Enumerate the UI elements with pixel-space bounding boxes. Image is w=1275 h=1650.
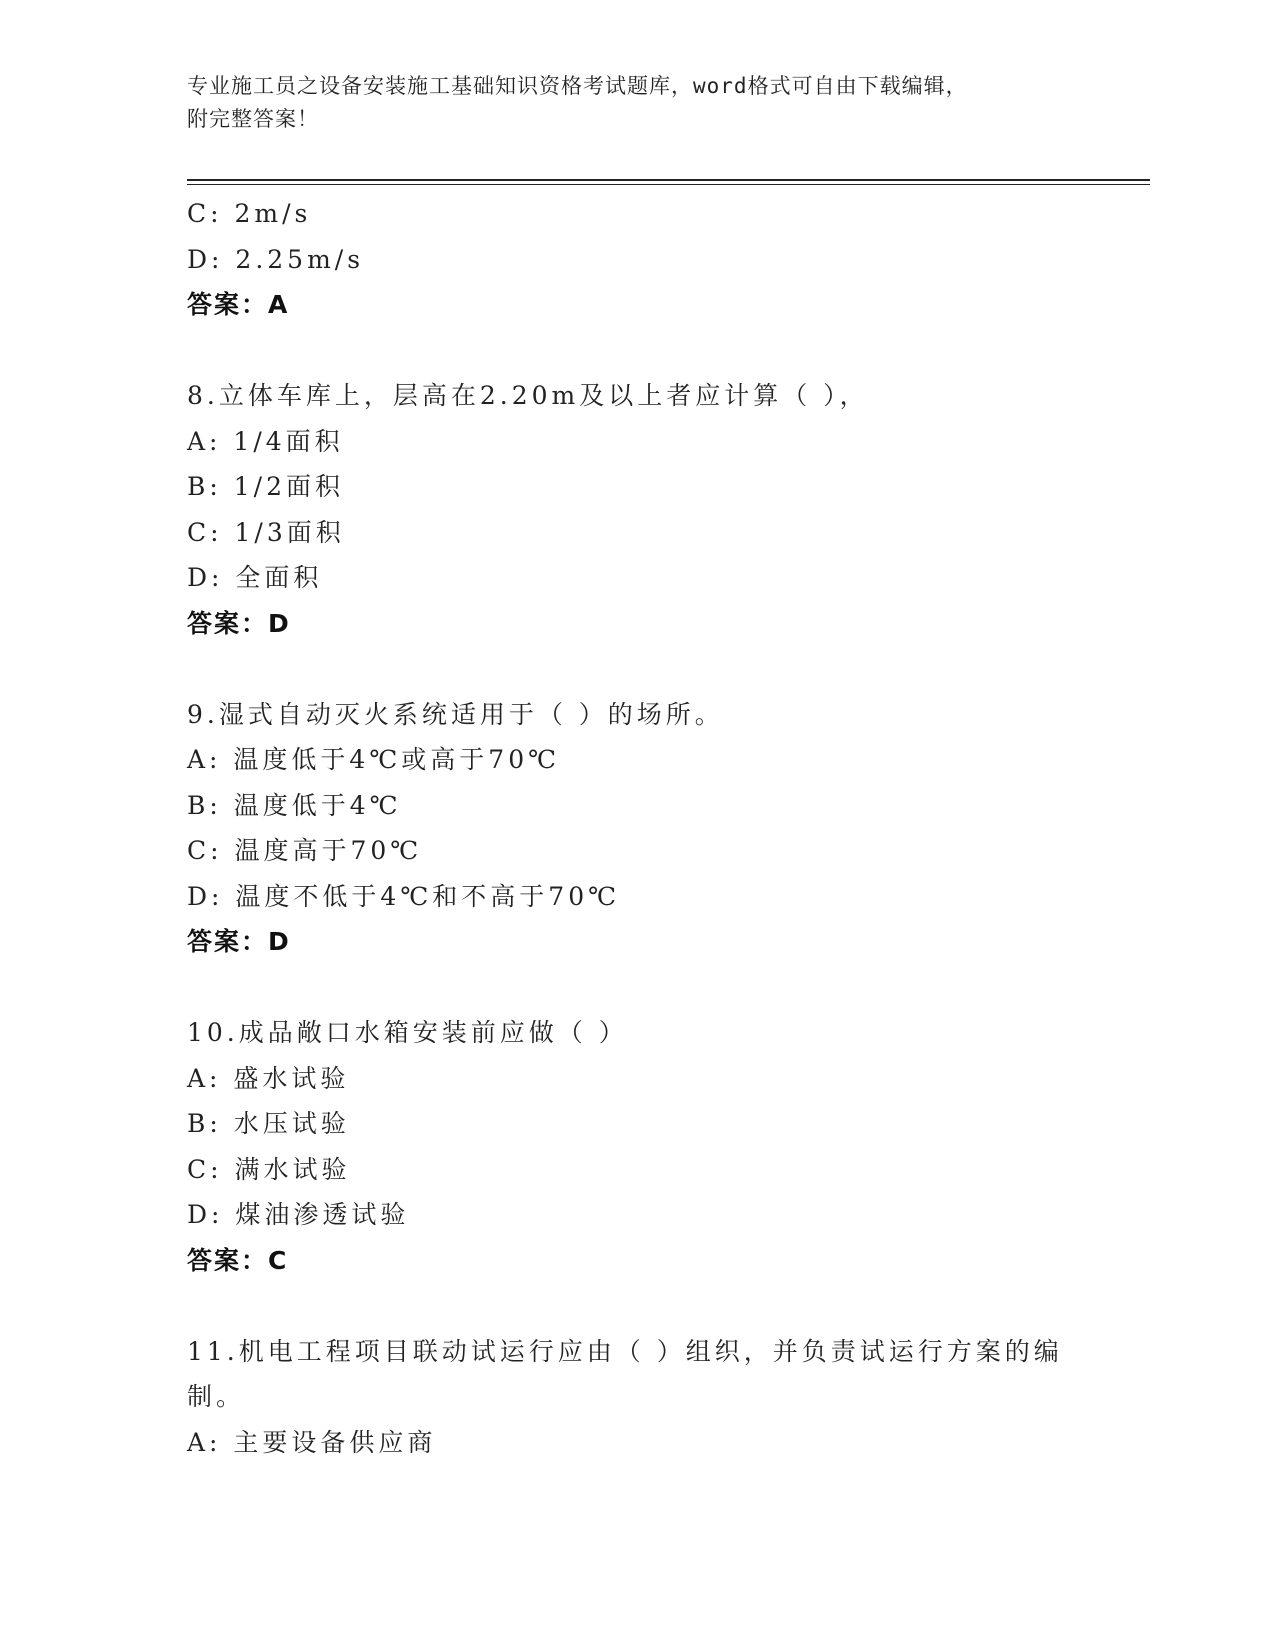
answer-line: 答案：A [187, 290, 290, 319]
answer-line: 答案：D [187, 927, 291, 956]
header-line-2: 附完整答案！ [187, 107, 319, 131]
option-line: C: 2m/s [187, 199, 312, 228]
option-line: D: 全面积 [187, 563, 323, 592]
option-line: B: 1/2面积 [187, 472, 344, 501]
line-spacer [187, 965, 1087, 1011]
question-text: 9.湿式自动灭火系统适用于（ ）的场所。 [187, 699, 724, 729]
option-line: D: 2.25m/s [187, 244, 365, 274]
question-text: 11.机电工程项目联动试运行应由（ ）组织，并负责试运行方案的编 [187, 1336, 1063, 1366]
line-spacer [187, 1283, 1087, 1329]
question-text: 8.立体车库上，层高在2.20m及以上者应计算（ ）， [187, 381, 869, 410]
question-list [187, 191, 1087, 1465]
header-rule-thick [187, 179, 1150, 181]
answer-line: 答案：D [187, 608, 291, 638]
line-spacer [187, 328, 1087, 374]
question-text: 10.成品敞口水箱安装前应做（ ） [187, 1018, 628, 1047]
option-line: A: 温度低于4℃或高于70℃ [187, 745, 561, 774]
line-spacer [187, 646, 1087, 692]
header-line-1: 专业施工员之设备安装施工基础知识资格考试题库，word格式可自由下载编辑， [187, 74, 968, 98]
answer-line: 答案：C [187, 1245, 289, 1275]
option-line: D: 温度不低于4℃和不高于70℃ [187, 881, 621, 911]
option-line: A: 1/4面积 [187, 426, 344, 456]
option-line: B: 温度低于4℃ [187, 790, 402, 820]
option-line: C: 温度高于70℃ [187, 836, 423, 865]
option-line: A: 主要设备供应商 [187, 1427, 437, 1457]
question-text: 制。 [187, 1382, 246, 1411]
document-header [187, 70, 1067, 136]
option-line: C: 满水试验 [187, 1154, 351, 1184]
option-line: A: 盛水试验 [187, 1063, 350, 1093]
option-line: B: 水压试验 [187, 1109, 350, 1138]
header-rule-thin [187, 184, 1150, 185]
option-line: D: 煤油渗透试验 [187, 1200, 410, 1229]
option-line: C: 1/3面积 [187, 517, 345, 547]
